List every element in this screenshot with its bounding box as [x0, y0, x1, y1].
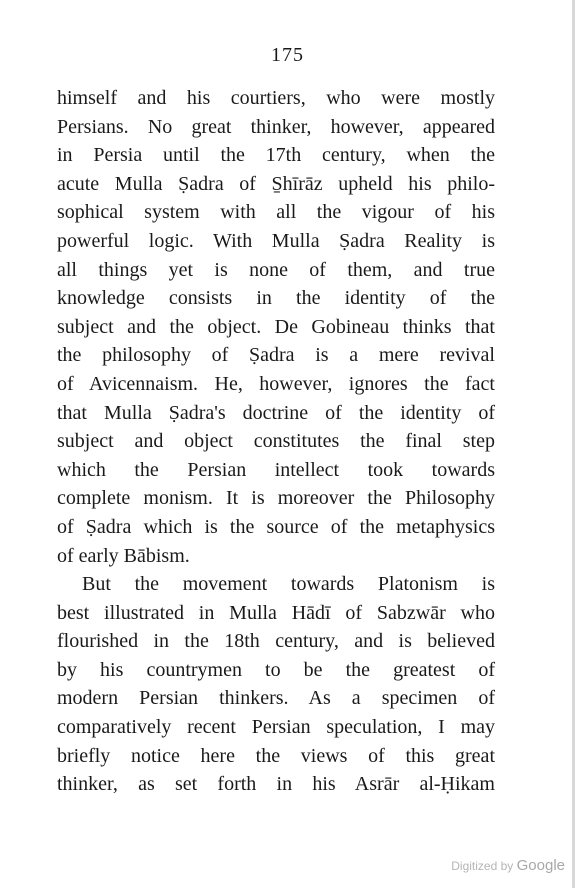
text-line: best illustrated in Mulla Hādī of Sabzwār who [57, 601, 495, 624]
body-text [57, 84, 495, 799]
text-line: by his countrymen to be the greatest of [57, 658, 495, 681]
text-line: But the movement towards Platonism is [82, 573, 495, 596]
text-line: in Persia until the 17th century, when the [57, 144, 495, 167]
text-line: the philosophy of Ṣadra is a mere revival [57, 344, 495, 367]
text-line: of Avicennaism. He, however, ignores the fact [57, 372, 495, 395]
text-line: himself and his courtiers, who were mostly [57, 87, 495, 109]
digitized-watermark [451, 857, 565, 874]
text-line: which the Persian intellect took towards [57, 458, 495, 481]
text-line: that Mulla Ṣadra's doctrine of the identity of [57, 401, 495, 424]
text-line: acute Mulla Ṣadra of S̱hīrāz upheld his philo- [57, 172, 495, 195]
text-line: complete monism. It is moreover the Philosophy [57, 487, 495, 510]
text-line: powerful logic. With Mulla Ṣadra Reality is [57, 229, 495, 252]
text-line: sophical system with all the vigour of his [57, 201, 495, 224]
text-line: Persians. No great thinker, however, appeared [57, 115, 495, 138]
page-number: 175 [271, 44, 304, 66]
text-line: modern Persian thinkers. As a specimen of [57, 687, 495, 710]
text-line: thinker, as set forth in his Asrār al-Ḥikam [57, 773, 495, 796]
text-line: subject and object constitutes the final step [57, 430, 495, 453]
text-line: all things yet is none of them, and true [57, 258, 495, 281]
text-line: flourished in the 18th century, and is believed [57, 630, 495, 653]
watermark-prefix: Digitized by [451, 859, 514, 873]
text-line: of early Bābism. [57, 544, 190, 567]
text-line: of Ṣadra which is the source of the metaphysics [57, 515, 495, 538]
watermark-brand: Google [516, 857, 565, 874]
text-line: briefly notice here the views of this great [57, 744, 495, 767]
text-line: comparatively recent Persian speculation, I may [57, 716, 495, 739]
text-line: knowledge consists in the identity of the [57, 287, 495, 310]
text-line: subject and the object. De Gobineau thinks that [57, 315, 495, 338]
